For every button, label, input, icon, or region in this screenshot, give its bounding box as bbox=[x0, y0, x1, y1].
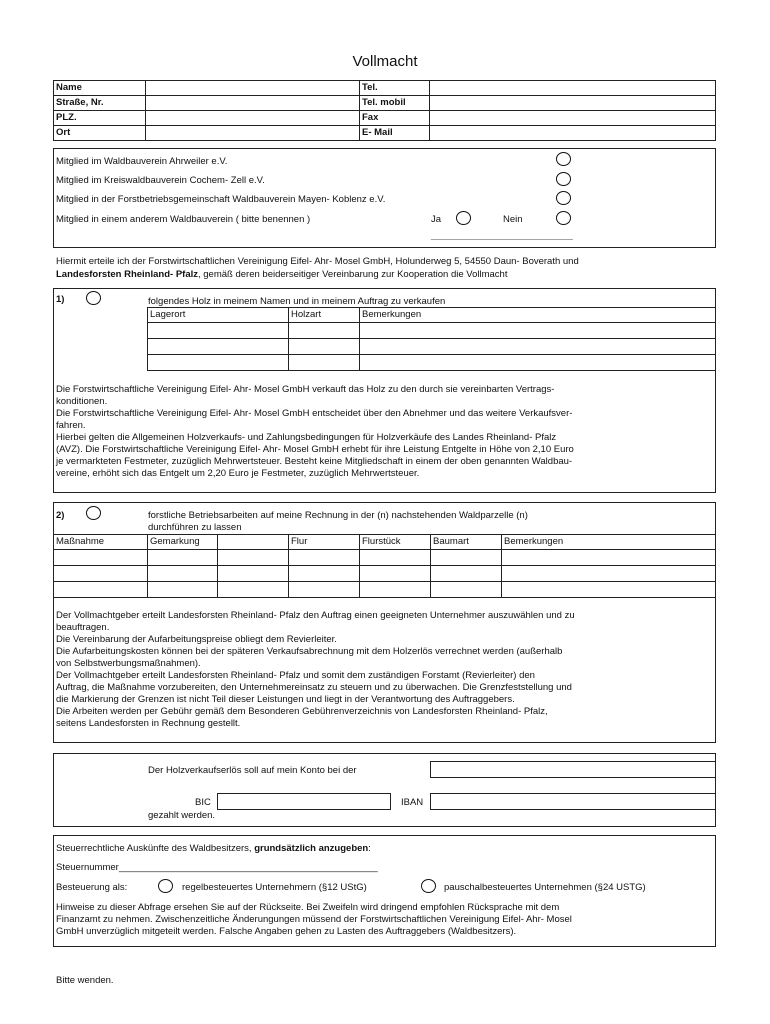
bank-name-field[interactable] bbox=[430, 761, 716, 778]
text-line: Die Forstwirtschaftliche Vereinigung Eifel- Ahr- Mosel GmbH entscheidet über den Abnehmer und das weitere Verkaufsver- bbox=[56, 408, 573, 419]
mobile-field[interactable] bbox=[430, 96, 716, 111]
text-line: beauftragen. bbox=[56, 622, 110, 633]
bic-field[interactable] bbox=[217, 793, 391, 810]
text-line: je vermarkteten Festmeter, zuzüglich Mehrwertsteuer. Besteht keine Mitgliedschaft in einem der oben genannten Waldbau- bbox=[56, 456, 573, 467]
konto-label: Der Holzverkaufserlös soll auf mein Konto bei der bbox=[148, 765, 357, 776]
membership-radio[interactable] bbox=[556, 152, 571, 166]
contact-label: E- Mail bbox=[360, 126, 430, 141]
contact-label: PLZ. bbox=[54, 111, 146, 126]
fax-field[interactable] bbox=[430, 111, 716, 126]
text-line: Finanzamt zu nehmen. Zwischenzeitliche Änderungungen müssend der Forstwirtschaftlichen Vereinigung Eifel- Ahr- Mosel bbox=[56, 914, 572, 925]
text-line: Der Vollmachtgeber erteilt Landesforsten Rheinland- Pfalz den Auftrag einen geeigneten Unternehmer auszuwählen und zu bbox=[56, 610, 575, 621]
column-header: Maßnahme bbox=[54, 535, 148, 550]
intro-bold: Landesforsten Rheinland- Pfalz bbox=[56, 269, 198, 280]
column-header: Baumart bbox=[431, 535, 502, 550]
table-cell[interactable] bbox=[218, 550, 289, 566]
wood-table bbox=[147, 307, 716, 371]
table-cell[interactable] bbox=[289, 550, 360, 566]
membership-item: Mitglied in der Forstbetriebsgemeinschaft Waldbauverein Mayen- Koblenz e.V. bbox=[56, 194, 386, 205]
text-line: Die Aufarbeitungskosten können bei der späteren Verkaufsabrechnung mit dem Holzerlös verrechnet werden (außerhalb bbox=[56, 646, 563, 657]
table-cell[interactable] bbox=[360, 582, 431, 598]
table-cell[interactable] bbox=[360, 323, 716, 339]
table-cell[interactable] bbox=[289, 582, 360, 598]
table-cell[interactable] bbox=[360, 566, 431, 582]
intro-rest: , gemäß deren beiderseitiger Vereinbarung zur Kooperation die Vollmacht bbox=[198, 269, 508, 280]
text-line: GmbH unverzüglich mitgeteilt werden. Falsche Angaben gehen zu Lasten des Auftraggebers (Waldbesitzers). bbox=[56, 926, 517, 937]
text-line: konditionen. bbox=[56, 396, 108, 407]
table-cell[interactable] bbox=[289, 323, 360, 339]
regelbesteuert-radio[interactable] bbox=[158, 879, 173, 893]
column-header: Bemerkungen bbox=[360, 308, 716, 323]
section2-number: 2) bbox=[56, 510, 65, 521]
contact-label: Ort bbox=[54, 126, 146, 141]
membership-radio[interactable] bbox=[556, 172, 571, 186]
city-field[interactable] bbox=[146, 126, 360, 141]
table-cell[interactable] bbox=[502, 566, 716, 582]
contact-label: Fax bbox=[360, 111, 430, 126]
table-cell[interactable] bbox=[54, 582, 148, 598]
other-association-line[interactable]: ______________________________ bbox=[431, 230, 573, 240]
table-cell[interactable] bbox=[360, 355, 716, 371]
table-cell[interactable] bbox=[148, 323, 289, 339]
table-cell[interactable] bbox=[502, 582, 716, 598]
section1-heading: folgendes Holz in meinem Namen und in meinem Auftrag zu verkaufen bbox=[148, 296, 446, 307]
section2-radio[interactable] bbox=[86, 506, 101, 520]
iban-field[interactable] bbox=[430, 793, 716, 810]
gezahlt-label: gezahlt werden. bbox=[148, 810, 216, 821]
besteuerung-label: Besteuerung als: bbox=[56, 882, 128, 893]
table-cell[interactable] bbox=[218, 566, 289, 582]
text-line: die Markierung der Grenzen ist nicht Teil dieser Leistungen und liegt in der Verantwortung des Auftraggebers. bbox=[56, 694, 515, 705]
text-line: fahren. bbox=[56, 420, 86, 431]
table-cell[interactable] bbox=[218, 582, 289, 598]
membership-item: Mitglied im Waldbauverein Ahrweiler e.V. bbox=[56, 156, 228, 167]
option1-label: regelbesteuertes Unternehmern (§12 UStG) bbox=[182, 882, 367, 893]
column-header: Flur bbox=[289, 535, 360, 550]
text-line: Auftrag, die Maßnahme vorzubereiten, den Unternehmereinsatz zu steuern und zu überwachen. Die Grenzfeststellung und bbox=[56, 682, 572, 693]
intro-line1: Hiermit erteile ich der Forstwirtschaftlichen Vereinigung Eifel- Ahr- Mosel GmbH, Holunderweg 5, 54550 Daun- Boverath und bbox=[56, 256, 579, 267]
ja-label: Ja bbox=[431, 214, 442, 225]
street-field[interactable] bbox=[146, 96, 360, 111]
option2-label: pauschalbesteuertes Unternehmen (§24 USTG) bbox=[444, 882, 646, 893]
plz-field[interactable] bbox=[146, 111, 360, 126]
table-cell[interactable] bbox=[360, 339, 716, 355]
text-line: seitens Landesforsten in Rechnung gestellt. bbox=[56, 718, 241, 729]
contact-label: Name bbox=[54, 81, 146, 96]
table-cell[interactable] bbox=[148, 582, 218, 598]
nein-label: Nein bbox=[503, 214, 523, 225]
steuernummer-field[interactable]: Steuernummer_________________________________________________ bbox=[56, 862, 378, 873]
membership-item: Mitglied im Kreiswaldbauverein Cochem- Zell e.V. bbox=[56, 175, 265, 186]
text-line: (AVZ). Die Forstwirtschaftliche Vereinigung Eifel- Ahr- Mosel GmbH erhebt für ihre Leistung Entgelte in Höhe von 2,10 Euro bbox=[56, 444, 574, 455]
nein-radio[interactable] bbox=[556, 211, 571, 225]
contact-label: Tel. bbox=[360, 81, 430, 96]
text-line: von Selbstwerbungsmaßnahmen). bbox=[56, 658, 201, 669]
tax-hint bbox=[56, 902, 572, 938]
table-cell[interactable] bbox=[289, 355, 360, 371]
text-line: Die Forstwirtschaftliche Vereinigung Eifel- Ahr- Mosel GmbH verkauft das Holz zu den durch sie vereinbarten Vertrags- bbox=[56, 384, 555, 395]
membership-radio[interactable] bbox=[556, 191, 571, 205]
contact-label: Straße, Nr. bbox=[54, 96, 146, 111]
column-header: Lagerort bbox=[148, 308, 289, 323]
pauschal-radio[interactable] bbox=[421, 879, 436, 893]
section1-radio[interactable] bbox=[86, 291, 101, 305]
iban-label: IBAN bbox=[401, 797, 424, 808]
page-title: Vollmacht bbox=[352, 53, 418, 70]
tax-heading-end: : bbox=[368, 843, 371, 854]
column-header bbox=[218, 535, 289, 550]
phone-field[interactable] bbox=[430, 81, 716, 96]
table-cell[interactable] bbox=[148, 550, 218, 566]
email-field[interactable] bbox=[430, 126, 716, 141]
table-cell[interactable] bbox=[431, 550, 502, 566]
contact-table bbox=[53, 80, 716, 141]
text-line: Die Arbeiten werden per Gebühr gemäß dem Besonderen Gebührenverzeichnis von Landesforsten Rheinland- Pfalz, bbox=[56, 706, 548, 717]
section1-number: 1) bbox=[56, 294, 65, 305]
section2-text bbox=[56, 610, 575, 730]
section2-heading: durchführen zu lassen bbox=[148, 522, 242, 533]
name-field[interactable] bbox=[146, 81, 360, 96]
table-cell[interactable] bbox=[148, 339, 289, 355]
table-cell[interactable] bbox=[148, 355, 289, 371]
footer-note: Bitte wenden. bbox=[56, 975, 114, 986]
table-cell[interactable] bbox=[502, 550, 716, 566]
table-cell[interactable] bbox=[148, 566, 218, 582]
membership-item: Mitglied in einem anderem Waldbauverein ( bitte benennen ) bbox=[56, 214, 311, 225]
text-line: Hierbei gelten die Allgemeinen Holzverkaufs- und Zahlungsbedingungen für Holzverkäufe des Landes Rheinland- Pfalz bbox=[56, 432, 557, 443]
text-line: Hinweise zu dieser Abfrage ersehen Sie auf der Rückseite. Bei Zweifeln wird dringend empfohlen Rücksprache mit dem bbox=[56, 902, 560, 913]
column-header: Gemarkung bbox=[148, 535, 218, 550]
table-cell[interactable] bbox=[289, 566, 360, 582]
measures-table bbox=[53, 534, 716, 598]
table-cell[interactable] bbox=[54, 550, 148, 566]
text-line: vereine, erhöht sich das Entgelt um 2,20 Euro je Festmeter, zuzüglich Mehrwertsteuer. bbox=[56, 468, 420, 479]
intro-line2 bbox=[56, 269, 507, 281]
table-cell[interactable] bbox=[360, 550, 431, 566]
table-cell[interactable] bbox=[431, 566, 502, 582]
bic-label: BIC bbox=[195, 797, 211, 808]
text-line: Die Vereinbarung der Aufarbeitungspreise obliegt dem Revierleiter. bbox=[56, 634, 337, 645]
tax-heading-bold: grundsätzlich anzugeben bbox=[254, 843, 369, 854]
column-header: Flurstück bbox=[360, 535, 431, 550]
ja-radio[interactable] bbox=[456, 211, 471, 225]
table-cell[interactable] bbox=[54, 566, 148, 582]
column-header: Holzart bbox=[289, 308, 360, 323]
contact-label: Tel. mobil bbox=[360, 96, 430, 111]
section1-text bbox=[56, 384, 574, 480]
tax-heading-plain: Steuerrechtliche Auskünfte des Waldbesitzers, bbox=[56, 843, 255, 854]
table-cell[interactable] bbox=[431, 582, 502, 598]
section2-heading: forstliche Betriebsarbeiten auf meine Rechnung in der (n) nachstehenden Waldparzelle (n) bbox=[148, 510, 528, 521]
tax-heading bbox=[56, 843, 371, 855]
table-cell[interactable] bbox=[289, 339, 360, 355]
column-header: Bemerkungen bbox=[502, 535, 716, 550]
text-line: Der Vollmachtgeber erteilt Landesforsten Rheinland- Pfalz und somit dem zuständigen Forstamt (Revierleiter) den bbox=[56, 670, 535, 681]
